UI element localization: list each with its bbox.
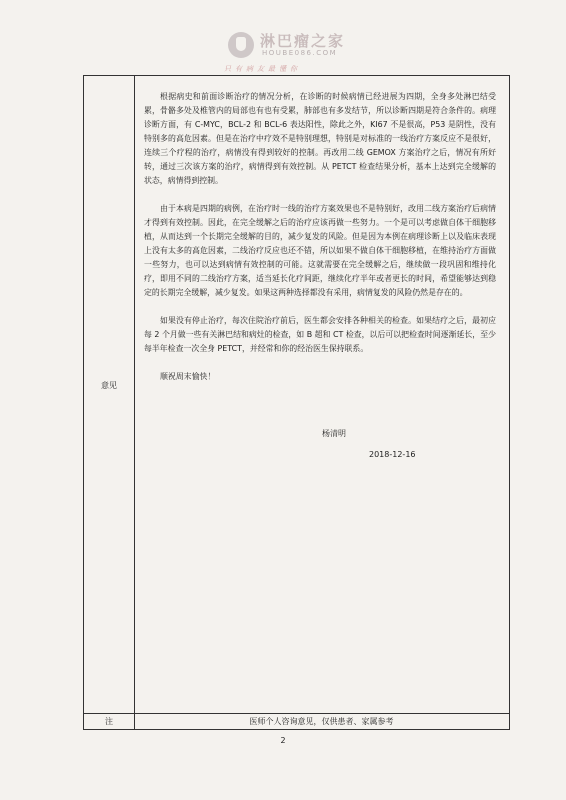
paragraph-diagnosis: 根据病史和前面诊断治疗的情况分析，在诊断的时候病情已经进展为四期，全身多处淋巴结受累，骨骼多处及椎管内的局部也有也有受累，肺部也有多发结节，所以诊断四期是符合条件的。病理诊断方面，有 C-MYC，BCL-2 和 BCL-6 表达阳性，除此之外，KI67 不是很高，P53 是阴性，没有特别多的高危因素。但是在治疗中疗效不是特别理想，特别是对标准的一线治疗方案反应不是很好，连续三个疗程的治疗，病情没有得到较好的控制。再改用二线 GEMOX 方案治疗之后，情况有所好转，通过三次该方案的治疗，病情得到有效控制。从 PETCT 检查结果分析，基本上达到完全缓解的状态，病情得到控制。 — [144, 92, 496, 185]
row-divider — [84, 713, 509, 714]
watermark-site: HOUBE086.COM — [262, 49, 338, 57]
paragraph-follow-up: 如果没有停止治疗，每次住院治疗前后，医生都会安排各种相关的检查。如果结疗之后，最初应每 2 个月做一些有关淋巴结和病灶的检查，如 B 超和 CT 检查，以后可以把检查时间逐渐延长，至少每半年检查一次全身 PETCT，并经常和你的经治医生保持联系。 — [144, 316, 496, 353]
watermark-logo-icon — [228, 32, 254, 58]
signature-date: 2018-12-16 — [369, 450, 416, 459]
note-label: 注 — [105, 717, 113, 726]
watermark-slogan: 只有病友最懂你 — [224, 65, 301, 73]
page-number: 2 — [280, 736, 286, 745]
site-watermark — [222, 28, 372, 78]
signer-name: 杨清明 — [322, 429, 346, 438]
opinion-content — [144, 90, 496, 398]
watermark-name: 淋巴瘤之家 — [260, 32, 346, 50]
opinion-label: 意见 — [101, 381, 117, 390]
paragraph-treatment-advice: 由于本病是四期的病例，在治疗时一线的治疗方案效果也不是特别好，改用二线方案治疗后病情才得到有效控制。因此，在完全缓解之后的治疗应该再做一些努力。一个是可以考虑做自体干细胞移植，从而达到一个长期完全缓解的目的，减少复发的风险。但是因为本例在病理诊断上以及临床表现上没有太多的高危因素，二线治疗反应也还不错，所以如果不做自体干细胞移植，在维持治疗方面做一些努力，也可以达到病情有效控制的可能。这就需要在完全缓解之后，继续做一段巩固和维持化疗，即用不同的二线治疗方案，适当延长化疗间距，继续化疗半年或者更长的时间，希望能够达到稳定的长期完全缓解，减少复发。如果这两种选择都没有采用，病情复发的风险仍然是存在的。 — [144, 204, 496, 297]
column-divider — [134, 76, 135, 729]
note-text: 医师个人咨询意见，仅供患者、家属参考 — [249, 717, 394, 726]
greeting: 顺祝周末愉快！ — [160, 372, 216, 381]
opinion-table — [83, 75, 510, 730]
